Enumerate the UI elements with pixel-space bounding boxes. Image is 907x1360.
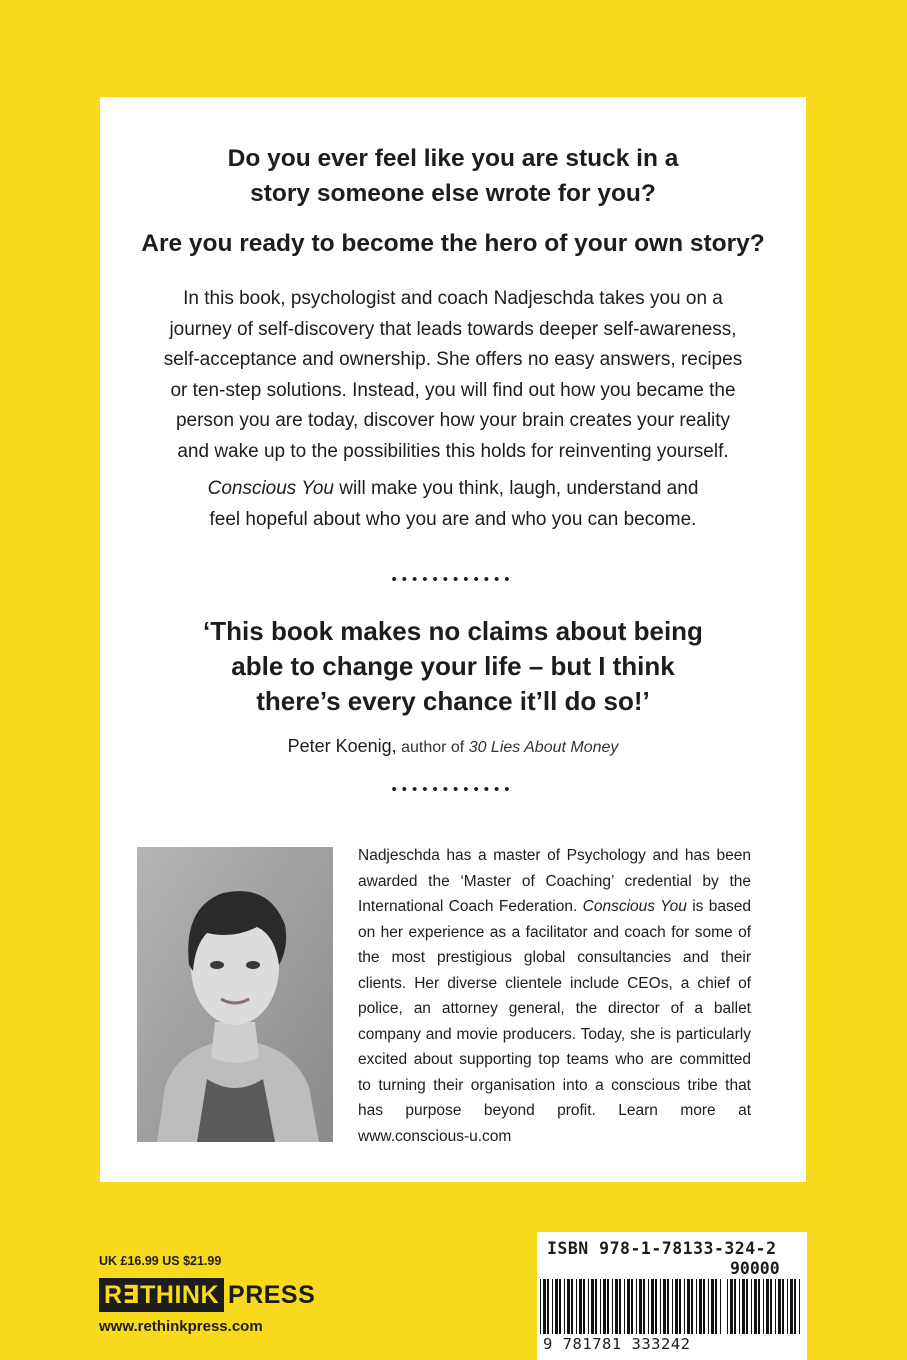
blurb-paragraph-1: In this book, psychologist and coach Nadjeschda takes you on a journey of self-discovery that leads towards deeper self-awareness, self-acceptance and ownership. She offers no easy answers, recipes or ten-step solutions. Instead, you will find out how you became the person you are today, discover how your brain creates your reality and wake up to the possibilities this holds for reinventing yourself. (163, 288, 743, 462)
barcode-bar (579, 1279, 582, 1334)
barcode-bar (679, 1279, 681, 1334)
isbn-number: ISBN 978-1-78133-324-2 (547, 1239, 777, 1258)
barcode-bar (552, 1279, 553, 1334)
back-cover-panel (100, 97, 806, 1182)
barcode-bar (648, 1279, 649, 1334)
barcode-bars (540, 1279, 722, 1334)
barcode-bar (684, 1279, 685, 1334)
barcode-bar (727, 1279, 728, 1334)
barcode-bar (766, 1279, 769, 1334)
barcode-bar (612, 1279, 613, 1334)
barcode-bar (567, 1279, 570, 1334)
barcode-digits: 9 781781 333242 (543, 1335, 691, 1353)
hook-question-1: Do you ever feel like you are stuck in a story someone else wrote for you? (227, 145, 679, 207)
barcode-bar (691, 1279, 693, 1334)
barcode-bar (720, 1279, 721, 1334)
barcode-bar (799, 1279, 800, 1334)
barcode-bar (775, 1279, 776, 1334)
barcode-bar (564, 1279, 565, 1334)
barcode-bar (734, 1279, 736, 1334)
barcode-bar (636, 1279, 637, 1334)
barcode-bar (624, 1279, 625, 1334)
barcode-bar (787, 1279, 788, 1334)
barcode-bar (559, 1279, 561, 1334)
endorsement-quote: ‘This book makes no claims about being able to change your life – but I think there’s every chance it’ll do so!’ (203, 616, 703, 716)
author-photo (137, 847, 333, 1142)
barcode-bar (651, 1279, 654, 1334)
barcode-bar (667, 1279, 669, 1334)
barcode-bar (583, 1279, 585, 1334)
barcode-bar (627, 1279, 630, 1334)
barcode-bar (619, 1279, 621, 1334)
barcode-bar (687, 1279, 690, 1334)
isbn-barcode (537, 1232, 807, 1360)
barcode-bar (711, 1279, 714, 1334)
barcode-bar (675, 1279, 678, 1334)
barcode-bar (770, 1279, 772, 1334)
barcode-bar (615, 1279, 618, 1334)
barcode-bar (715, 1279, 717, 1334)
publisher-logo: R∃THINK PRESS (99, 1278, 315, 1312)
quote-author: Peter Koenig, (287, 736, 397, 756)
dot-divider-bottom: •••••••••••• (391, 781, 515, 798)
barcode-bar (631, 1279, 633, 1334)
barcode-bar (782, 1279, 784, 1334)
barcode-bar (595, 1279, 597, 1334)
barcode-bar (588, 1279, 589, 1334)
barcode-bar (790, 1279, 793, 1334)
barcode-bar (655, 1279, 657, 1334)
barcode-bar (742, 1279, 745, 1334)
barcode-bar (571, 1279, 573, 1334)
barcode-bar (576, 1279, 577, 1334)
barcode-bar (603, 1279, 606, 1334)
barcode-bar (730, 1279, 733, 1334)
book-title: Conscious You (207, 478, 334, 499)
barcode-bar (739, 1279, 740, 1334)
publisher-url: www.rethinkpress.com (99, 1318, 263, 1335)
barcode-bar (607, 1279, 609, 1334)
barcode-bar (708, 1279, 709, 1334)
barcode-bar (754, 1279, 757, 1334)
barcode-bar (751, 1279, 752, 1334)
barcode-addon-number: 90000 (730, 1259, 780, 1278)
barcode-bar (699, 1279, 702, 1334)
quote-attribution: Peter Koenig, author of 30 Lies About Money (287, 736, 619, 756)
barcode-bar (746, 1279, 748, 1334)
barcode-bar (547, 1279, 549, 1334)
barcode-bar (643, 1279, 645, 1334)
barcode-bar (591, 1279, 594, 1334)
barcode-bar (543, 1279, 546, 1334)
barcode-bar (672, 1279, 673, 1334)
dot-divider-top: •••••••••••• (391, 571, 515, 588)
barcode-bar (763, 1279, 764, 1334)
barcode-bar (703, 1279, 705, 1334)
barcode-bar (600, 1279, 601, 1334)
price-label: UK £16.99 US $21.99 (99, 1254, 222, 1268)
author-bio: Nadjeschda has a master of Psychology and has been awarded the ‘Master of Coaching’ credential by the International Coach Federation. Conscious You is based on her experience as a facilitator and coach for some of the most prestigious global consultancies and their clients. Her diverse clientele include CEOs, a chief of police, an attorney general, the director of a ballet company and movie producers. Today, she is particularly excited about supporting top teams who are committed to turning their organisation into a conscious tribe that has purpose beyond profit. Learn more at www.conscious-u.com (358, 847, 751, 1145)
hook-question-2: Are you ready to become the hero of your own story? (141, 230, 765, 257)
barcode-bar (555, 1279, 558, 1334)
barcode-bar (540, 1279, 541, 1334)
barcode-bar (663, 1279, 666, 1334)
barcode-addon-bars (727, 1279, 803, 1334)
author-portrait-image (137, 847, 333, 1142)
barcode-bar (794, 1279, 796, 1334)
barcode-bar (639, 1279, 642, 1334)
barcode-bar (778, 1279, 781, 1334)
barcode-bar (696, 1279, 697, 1334)
barcode-bar (758, 1279, 760, 1334)
barcode-bar (660, 1279, 661, 1334)
blurb-paragraph-2: Conscious You will make you think, laugh, understand and feel hopeful about who you are and who you can become. (207, 478, 699, 530)
